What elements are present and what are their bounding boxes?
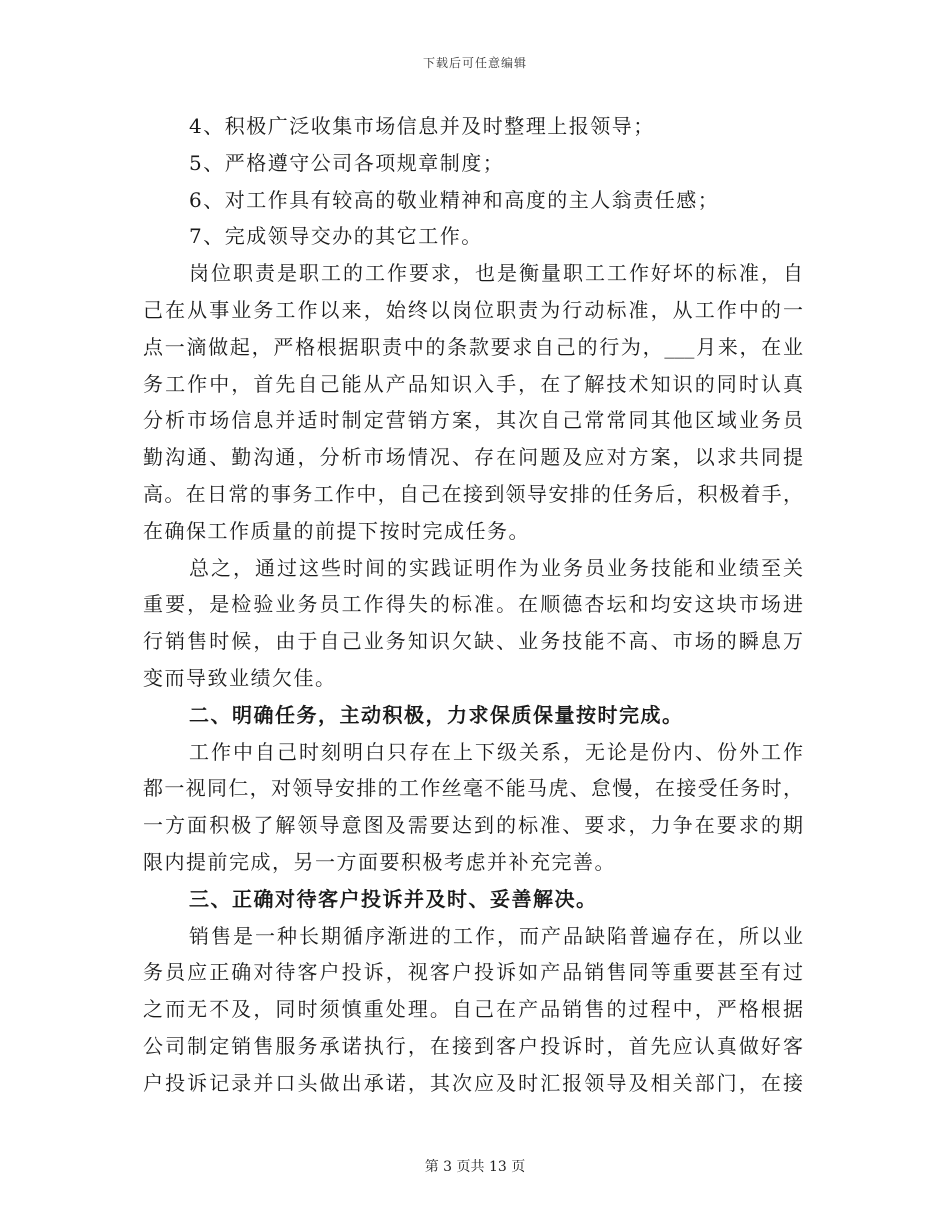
paragraph-line: 总之，通过这些时间的实践证明作为业务员业务技能和业绩至关 — [189, 555, 803, 580]
paragraph-line: 务员应正确对待客户投诉，视客户投诉如产品销售同等重要甚至有过 — [143, 960, 803, 985]
paragraph-line: 限内提前完成，另一方面要积极考虑并补充完善。 — [143, 849, 616, 874]
paragraph-line: 务工作中，首先自己能从产品知识入手，在了解技术知识的同时认真 — [143, 371, 803, 396]
paragraph-line: 变而导致业绩欠佳。 — [143, 665, 337, 690]
paragraph-line: 岗位职责是职工的工作要求，也是衡量职工工作好坏的标准，自 — [189, 261, 803, 286]
paragraph-line: 公司制定销售服务承诺执行，在接到客户投诉时，首先应认真做好客 — [143, 1033, 803, 1058]
list-item: 5、严格遵守公司各项规章制度； — [189, 150, 505, 175]
page-header: 下载后可任意编辑 — [422, 56, 527, 70]
paragraph-line: 在确保工作质量的前提下按时完成任务。 — [143, 518, 530, 543]
paragraph-line: 点一滴做起，严格根据职责中的条款要求自己的行为，___月来，在业 — [143, 334, 803, 359]
list-item: 6、对工作具有较高的敬业精神和高度的主人翁责任感； — [189, 187, 720, 212]
section-heading: 三、正确对待客户投诉并及时、妥善解决。 — [189, 886, 598, 911]
section-heading: 二、明确任务，主动积极，力求保质保量按时完成。 — [189, 702, 684, 727]
list-item: 7、完成领导交办的其它工作。 — [189, 224, 483, 249]
paragraph-line: 之而无不及，同时须慎重处理。自己在产品销售的过程中，严格根据 — [143, 997, 803, 1022]
paragraph-line: 都一视同仁，对领导安排的工作丝毫不能马虎、怠慢，在接受任务时， — [143, 776, 803, 801]
paragraph-line: 工作中自己时刻明白只存在上下级关系，无论是份内、份外工作 — [189, 739, 803, 764]
paragraph-line: 勤沟通、勤沟通，分析市场情况、存在问题及应对方案，以求共同提 — [143, 445, 803, 470]
paragraph-line: 重要，是检验业务员工作得失的标准。在顺德杏坛和均安这块市场进 — [143, 592, 803, 617]
document-body — [143, 108, 803, 1102]
paragraph-line: 行销售时候，由于自己业务知识欠缺、业务技能不高、市场的瞬息万 — [143, 629, 803, 654]
paragraph-line: 户投诉记录并口头做出承诺，其次应及时汇报领导及相关部门，在接 — [143, 1070, 803, 1095]
list-item: 4、积极广泛收集市场信息并及时整理上报领导； — [189, 114, 655, 138]
page-number: 第 3 页共 13 页 — [424, 1159, 526, 1175]
paragraph-line: 一方面积极了解领导意图及需要达到的标准、要求，力争在要求的期 — [143, 813, 803, 838]
paragraph-line: 分析市场信息并适时制定营销方案，其次自己常常同其他区域业务员 — [143, 408, 803, 433]
paragraph-line: 己在从事业务工作以来，始终以岗位职责为行动标准，从工作中的一 — [143, 297, 803, 322]
paragraph-line: 销售是一种长期循序渐进的工作，而产品缺陷普遍存在，所以业 — [189, 923, 803, 948]
paragraph-line: 高。在日常的事务工作中，自己在接到领导安排的任务后，积极着手， — [143, 481, 803, 506]
